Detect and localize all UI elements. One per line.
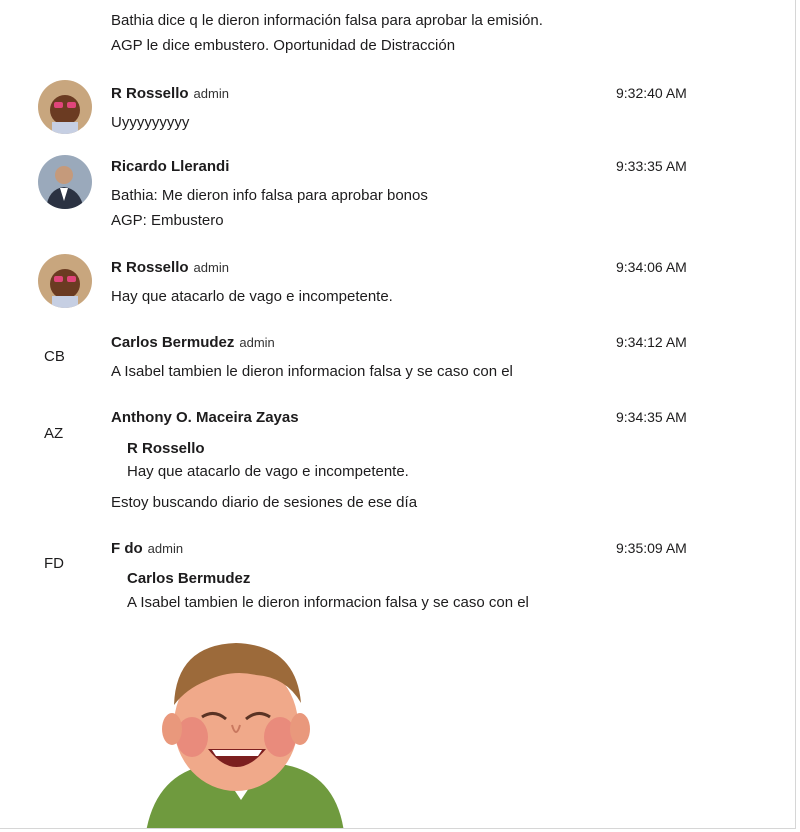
author-label[interactable]: Carlos Bermudez [111, 334, 235, 351]
image-attachment[interactable] [136, 625, 346, 829]
author-label[interactable]: R Rossello [111, 85, 189, 102]
user-photo-icon [38, 155, 92, 209]
author-name[interactable] [111, 85, 229, 102]
message-text: Bathia dice q le dieron información falsa para aprobar la emisión. [111, 12, 543, 29]
message-text: AGP le dice embustero. Oportunidad de Distracción [111, 37, 456, 54]
avatar[interactable] [38, 254, 92, 308]
user-photo-icon [38, 254, 92, 308]
author-label[interactable]: Ricardo Llerandi [111, 158, 230, 175]
timestamp[interactable]: 9:35:09 AM [616, 540, 687, 556]
author-name[interactable] [111, 259, 229, 276]
role-badge: admin [193, 260, 229, 275]
timestamp[interactable]: 9:34:12 AM [616, 334, 687, 350]
message-text: Hay que atacarlo de vago e incompetente. [111, 288, 393, 305]
avatar-initials[interactable]: AZ [44, 425, 64, 442]
author-name[interactable] [111, 409, 299, 426]
avatar-initials[interactable]: FD [44, 555, 64, 572]
timestamp[interactable]: 9:32:40 AM [616, 85, 687, 101]
message-text: A Isabel tambien le dieron informacion falsa y se caso con el [111, 363, 513, 380]
avatar-initials[interactable]: CB [44, 348, 65, 365]
avatar[interactable] [38, 155, 92, 209]
author-name[interactable] [111, 158, 229, 175]
message-text: Estoy buscando diario de sesiones de ese día [111, 494, 418, 511]
laughing-kid-image-icon [136, 625, 346, 829]
message-text: Uyyyyyyyyy [111, 114, 190, 131]
message-text: AGP: Embustero [111, 212, 224, 229]
timestamp[interactable]: 9:34:35 AM [616, 409, 687, 425]
quoted-text: A Isabel tambien le dieron informacion falsa y se caso con el [127, 594, 529, 611]
role-badge: admin [239, 335, 275, 350]
role-badge: admin [147, 541, 184, 556]
author-name[interactable] [111, 540, 183, 557]
author-name[interactable] [111, 334, 275, 351]
role-badge: admin [193, 86, 229, 101]
author-label[interactable]: F do [111, 540, 143, 557]
message-text: Bathia: Me dieron info falsa para aprobar bonos [111, 187, 428, 204]
avatar[interactable] [38, 80, 92, 134]
user-photo-icon [38, 80, 92, 134]
author-label[interactable]: Anthony O. Maceira Zayas [111, 409, 299, 426]
author-label[interactable]: R Rossello [111, 259, 189, 276]
timestamp[interactable]: 9:34:06 AM [616, 259, 687, 275]
quoted-author: Carlos Bermudez [127, 570, 251, 587]
timestamp[interactable]: 9:33:35 AM [616, 158, 687, 174]
quoted-text: Hay que atacarlo de vago e incompetente. [127, 463, 409, 480]
quoted-author: R Rossello [127, 440, 205, 457]
